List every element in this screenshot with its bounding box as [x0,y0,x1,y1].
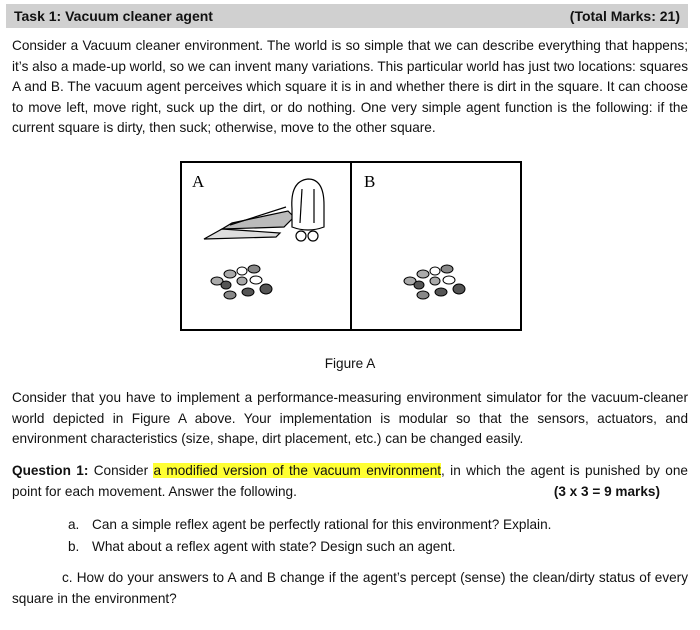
item-c-paragraph: c. How do your answers to A and B change if the agent’s percept (sense) the clean/dirty status of every square in the environment? [12,570,688,606]
vacuum-world-diagram [180,161,522,331]
figure-a [180,161,522,331]
list-item [68,514,551,536]
square-b-label: B [364,172,376,191]
question-pre: Consider [88,463,154,478]
task-header [6,4,688,28]
question-post: , in which the agent is punished by one point for each movement. Answer the following. [12,463,688,499]
question-items [68,514,551,558]
item-text: Can a simple reflex agent be perfectly rational for this environment? Explain. [92,517,552,532]
item-marker: b. [68,539,80,554]
item-marker: a. [68,517,80,532]
question-label: Question 1: [12,463,89,478]
task-title: Task 1: Vacuum cleaner agent [14,8,213,24]
question-marks: (3 x 3 = 9 marks) [553,483,660,499]
list-item [68,536,551,558]
figure-caption: Figure A [324,356,376,371]
question-1 [12,461,688,502]
item-text: What about a reflex agent with state? Design such an agent. [92,539,456,554]
intro-paragraph: Consider a Vacuum cleaner environment. The world is so simple that we can describe everything that happens; it’s also a made-up world, so we can invent many variations. This particular world has just two locations: squares A and B. The vacuum agent perceives which square it is in and whether there is dirt in the square. It can choose to move left, move right, suck up the dirt, or do nothing. One very simple agent function is the following: if the current square is dirty, then suck; otherwise, move to the other square. [12,38,688,135]
total-marks: (Total Marks: 21) [569,8,680,24]
simulator-paragraph: Consider that you have to implement a performance-measuring environment simulator for the vacuum-cleaner world depicted in Figure A above. Your implementation is modular so that the sensors, actuators, and environment characteristics (size, shape, dirt placement, etc.) can be changed easily. [12,390,688,446]
highlighted-text: a modified version of the vacuum environment [153,463,442,478]
square-a-label: A [192,172,205,191]
